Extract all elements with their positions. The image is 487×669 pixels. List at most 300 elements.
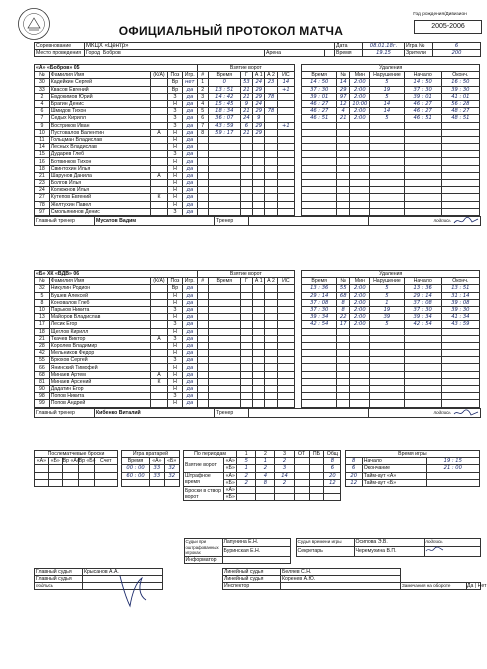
player-position: Н (168, 180, 183, 187)
penalty-violation (370, 180, 405, 187)
goal-time (208, 299, 240, 306)
player-position: Н (168, 172, 183, 179)
goal-scorer (240, 292, 252, 299)
goal-assist-2 (265, 86, 277, 93)
goal-scorer (240, 314, 252, 321)
goal-scorer: 6 (240, 122, 252, 129)
table-row (35, 364, 480, 371)
player-number: 13 (35, 314, 50, 321)
penalty-player (336, 151, 350, 158)
post-shots-col: Счет (94, 458, 117, 465)
col-header-p-viol: Нарушение (370, 72, 405, 79)
gk-a: 33 (149, 465, 164, 472)
penalty-time (302, 393, 337, 400)
coach-signature-icon (452, 409, 480, 417)
penalty-start: 37 : 08 (404, 299, 441, 306)
goal-scorer (240, 364, 252, 371)
player-ka (150, 208, 167, 215)
end: 21 : 00 (426, 465, 479, 472)
penalty-minutes: 2:00 (350, 79, 370, 86)
penalty-start (404, 172, 441, 179)
goal-assist-1 (253, 201, 265, 208)
player-number: 14 (35, 144, 50, 151)
penalty-end (441, 172, 479, 179)
player-name: Никулин Родион (49, 285, 150, 292)
player-name: Дадатин Егор (49, 386, 150, 393)
goal-time (208, 144, 240, 151)
arena (325, 50, 335, 57)
goal-assist-2 (265, 299, 277, 306)
col-header-is: ИС (277, 72, 294, 79)
player-played: да (182, 180, 197, 187)
pim-b-cell (309, 479, 324, 486)
goal-assist-1: 29 (253, 108, 265, 115)
penalty-minutes (350, 342, 370, 349)
start-label: Начало (362, 458, 426, 465)
player-played: да (182, 194, 197, 201)
table-row (35, 187, 480, 194)
penalty-violation (370, 151, 405, 158)
player-name: Попов Никита (49, 393, 150, 400)
penalty-player (336, 136, 350, 143)
player-number: 97 (35, 208, 50, 215)
player-number: 55 (35, 357, 50, 364)
goal-scorer: 9 (240, 100, 252, 107)
penalty-start (404, 400, 441, 407)
goal-assist-2 (265, 201, 277, 208)
penalty-time: 46 : 27 (302, 108, 337, 115)
goal-time (208, 285, 240, 292)
goal-scorer (240, 187, 252, 194)
goal-assist-1 (253, 165, 265, 172)
goal-situation (277, 364, 294, 371)
player-played: да (182, 371, 197, 378)
goal-scorer: 21 (240, 93, 252, 100)
goal-assist-1 (253, 144, 265, 151)
player-number: 98 (35, 393, 50, 400)
goal-time: 36 : 07 (208, 115, 240, 122)
penalty-start (404, 144, 441, 151)
table-row (35, 328, 480, 335)
col-header-p-end: Оконч. (441, 72, 479, 79)
penalty-violation (370, 122, 405, 129)
goal-scorer (240, 350, 252, 357)
penalty-minutes (350, 364, 370, 371)
notes-label: Замечания на обороте (401, 583, 467, 590)
player-ka (150, 201, 167, 208)
penalty-player (336, 364, 350, 371)
goal-situation (277, 314, 294, 321)
penalty-minutes (350, 335, 370, 342)
goal-number (197, 151, 208, 158)
table-row (35, 350, 480, 357)
player-ka: К (150, 194, 167, 201)
linesman-label: Линейный судья (223, 568, 281, 575)
penalty-minutes: 2:00 (350, 86, 370, 93)
penalty-player (336, 194, 350, 201)
goal-assist-1 (253, 299, 265, 306)
arena-label: Арена (265, 50, 325, 57)
goal-assist-2: 78 (265, 93, 277, 100)
player-number: 11 (35, 136, 50, 143)
goal-number (197, 306, 208, 313)
penalty-time (302, 136, 337, 143)
game-no: 6 (433, 43, 481, 50)
goal-assist-1 (253, 306, 265, 313)
penalty-start: 46 : 27 (404, 100, 441, 107)
pim-a-cell (309, 472, 324, 479)
goal-situation (277, 306, 294, 313)
goal-assist-1 (253, 187, 265, 194)
penalty-time (302, 208, 337, 215)
col-header-p-time: Время (302, 278, 337, 285)
goal-situation (277, 136, 294, 143)
goal-number (197, 321, 208, 328)
goal-assist-2 (265, 364, 277, 371)
team-a-coach-row (34, 216, 481, 226)
goal-time (208, 136, 240, 143)
goal-time (208, 208, 240, 215)
goal-situation (277, 100, 294, 107)
penalty-minutes: 2:00 (350, 292, 370, 299)
goal-number: 6 (197, 115, 208, 122)
player-ka (150, 93, 167, 100)
penalty-time: 42 : 54 (302, 321, 337, 328)
player-name: Минаев Артем (49, 371, 150, 378)
player-name: Шмидов Тихон (49, 108, 150, 115)
period-header: 2 (256, 451, 275, 458)
goal-situation (277, 299, 294, 306)
goals-a-cell: 8 (324, 458, 341, 465)
player-number: 2 (35, 93, 50, 100)
goal-scorer (240, 208, 252, 215)
gk-b: 32 (164, 472, 179, 479)
goal-assist-1 (253, 342, 265, 349)
goal-situation (277, 342, 294, 349)
penalty-player (336, 144, 350, 151)
penalty-minutes (350, 151, 370, 158)
penalty-start: 39 : 01 (404, 93, 441, 100)
goals-a-cell (294, 458, 309, 465)
goal-time: 43 : 59 (208, 122, 240, 129)
penalty-end: 56 : 28 (441, 100, 479, 107)
penalty-player (336, 357, 350, 364)
goal-time (208, 151, 240, 158)
player-name: Мельников Федор (49, 350, 150, 357)
summary-table: Послематчевые броски Игра вратарей По периодам 1 2 3 ОТ ПБ Общ Время игры «А» «Б» Вр «А» Вр «Б» Счет Время «А» «Б» Взятие ворот «А» 5 1 2 8 8 Начало 19 : 15 00 : 00 33 32 «Б» 1 2 3 6 6 Окончание 21 : 00 60 : 00 33 32 Штрафное время «А» 2 4 14 20 20 Тайм-аут «А» «Б» 2 8 2 12 12 Тайм-аут «Б» Броски в створ ворот «А» «Б» (34, 450, 480, 501)
penalty-start: 37 : 30 (404, 306, 441, 313)
col-header-p-time: Время (302, 72, 337, 79)
penalty-player: 4 (336, 108, 350, 115)
goal-assist-2 (265, 172, 277, 179)
col-header-g-time: Время (208, 72, 240, 79)
player-position: З (168, 122, 183, 129)
penalty-end (441, 378, 479, 385)
penalty-end (441, 371, 479, 378)
penalty-end (441, 201, 479, 208)
goal-situation: +1 (277, 122, 294, 129)
player-played: да (182, 292, 197, 299)
end-label: Окончание (362, 465, 426, 472)
goal-situation (277, 386, 294, 393)
penalty-time: 39 : 01 (302, 93, 337, 100)
goal-number (197, 158, 208, 165)
goal-assist-1 (253, 151, 265, 158)
player-ka (150, 151, 167, 158)
penalty-start (404, 371, 441, 378)
player-position: Н (168, 350, 183, 357)
team-b-label: «Б» (225, 494, 235, 501)
table-row (35, 371, 480, 378)
table-row (35, 158, 480, 165)
player-played: да (182, 93, 197, 100)
penalty-time (302, 364, 337, 371)
pim-b-cell: 12 (324, 479, 341, 486)
penalty-player: 17 (336, 321, 350, 328)
player-name: Кутепов Евгений (49, 194, 150, 201)
penalty-player (336, 400, 350, 407)
goals-a-cell: 2 (275, 458, 294, 465)
team-b-title: «Б» ХК «ВДВ» 06 (35, 271, 198, 278)
goal-scorer (240, 136, 252, 143)
penalty-time (302, 386, 337, 393)
goal-number (197, 285, 208, 292)
secretary-label: Секретарь (296, 546, 354, 556)
penalty-violation: 39 (370, 314, 405, 321)
goal-number (197, 172, 208, 179)
penalty-violation (370, 194, 405, 201)
player-number: 10 (35, 306, 50, 313)
goal-number (197, 371, 208, 378)
goal-assist-1: 24 (253, 79, 265, 86)
player-position: Н (168, 136, 183, 143)
goal-scorer: 21 (240, 86, 252, 93)
table-row (35, 208, 480, 215)
player-name: Янинский Тимофей (49, 364, 150, 371)
city-label: Город (86, 50, 101, 57)
goal-situation (277, 335, 294, 342)
player-played: да (182, 122, 197, 129)
player-name: Минаев Арсений (49, 378, 150, 385)
secretary-signature-icon (424, 546, 480, 556)
penalty-time (302, 201, 337, 208)
goal-situation (277, 378, 294, 385)
goal-time (208, 314, 240, 321)
goal-assist-1 (253, 136, 265, 143)
player-position: З (168, 306, 183, 313)
team-b-coach: Кибенко Виталий (95, 408, 215, 417)
goal-scorer (240, 144, 252, 151)
player-played: да (182, 393, 197, 400)
goal-assist-1: 9 (253, 115, 265, 122)
player-name: Попов Андрей (49, 400, 150, 407)
penalty-start (404, 342, 441, 349)
col-header-no: № (35, 278, 50, 285)
goal-scorer (240, 299, 252, 306)
penalty-violation (370, 165, 405, 172)
penalty-minutes (350, 122, 370, 129)
penalty-time (302, 400, 337, 407)
goals-b-cell (294, 465, 309, 472)
period-header: 1 (237, 451, 256, 458)
player-number: 66 (35, 364, 50, 371)
penalty-violation: 5 (370, 292, 405, 299)
player-name: Гольцман Владислав (49, 136, 150, 143)
player-played: да (182, 100, 197, 107)
penalty-time: 13 : 36 (302, 285, 337, 292)
penalty-minutes: 2:00 (350, 115, 370, 122)
player-name: Лесных Владислав (49, 144, 150, 151)
penalty-minutes (350, 129, 370, 136)
goals-b-cell: 3 (275, 465, 294, 472)
gk-title: Игра вратарей (122, 451, 179, 458)
penalty-start (404, 194, 441, 201)
goal-time (208, 386, 240, 393)
player-played: да (182, 386, 197, 393)
goal-time (208, 335, 240, 342)
penalty-time (302, 342, 337, 349)
penalty-violation: 19 (370, 306, 405, 313)
penalty-player: 8 (336, 306, 350, 313)
goal-assist-1: 29 (253, 86, 265, 93)
col-header-name: Фамилия Имя (49, 278, 150, 285)
player-position: Н (168, 100, 183, 107)
player-played: да (182, 86, 197, 93)
inspector-label: Инспектор (223, 583, 281, 590)
player-ka: К (150, 378, 167, 385)
player-number: 30 (35, 79, 50, 86)
goal-assist-1: 29 (253, 122, 265, 129)
team-a-table (34, 64, 480, 216)
penalty-minutes: 2:00 (350, 314, 370, 321)
goal-situation (277, 115, 294, 122)
video-judge: Осипова Э.В. (354, 539, 424, 547)
time: 19.15 (363, 50, 405, 57)
player-position: Вр (168, 79, 183, 86)
col-header-pos: Поз (168, 72, 183, 79)
goal-situation (277, 194, 294, 201)
goal-time: 0 (208, 79, 240, 86)
team-a-coach: Мусатов Вадим (95, 216, 215, 225)
col-header-p-min: Мин (350, 72, 370, 79)
penalty-end (441, 122, 479, 129)
player-position: З (168, 151, 183, 158)
player-ka (150, 187, 167, 194)
goal-situation (277, 328, 294, 335)
goal-assist-2 (265, 393, 277, 400)
goal-situation (277, 393, 294, 400)
pim-a-cell: 4 (256, 472, 275, 479)
goal-assist-2 (265, 292, 277, 299)
col-header-played: Игр. (182, 278, 197, 285)
penalty-violation (370, 172, 405, 179)
goal-assist-1 (253, 378, 265, 385)
time-label: Время (335, 50, 363, 57)
penalty-end (441, 328, 479, 335)
goal-scorer (240, 357, 252, 364)
yes-label: Да (467, 583, 474, 590)
player-name: Королев Владимир (49, 342, 150, 349)
goal-time (208, 306, 240, 313)
penalty-violation (370, 208, 405, 215)
player-played: да (182, 208, 197, 215)
player-played: да (182, 144, 197, 151)
player-name: Пустовалов Валентин (49, 129, 150, 136)
goal-time (208, 194, 240, 201)
goal-time: 59 : 17 (208, 129, 240, 136)
penalty-end (441, 194, 479, 201)
goal-scorer: 24 (240, 115, 252, 122)
post-shots-title: Послематчевые броски (35, 451, 118, 458)
goal-number (197, 314, 208, 321)
goal-time: 18 : 34 (208, 108, 240, 115)
player-played: да (182, 201, 197, 208)
penalty-violation (370, 386, 405, 393)
col-header-ka: (К/А) (150, 278, 167, 285)
player-position: Н (168, 165, 183, 172)
player-played: да (182, 165, 197, 172)
secretary: Черемухина В.П. (354, 546, 424, 556)
goal-situation (277, 321, 294, 328)
period-header: 3 (275, 451, 294, 458)
player-number: 23 (35, 180, 50, 187)
goal-assist-1 (253, 314, 265, 321)
player-ka (150, 393, 167, 400)
penalty-time (302, 158, 337, 165)
player-name: Шарунов Данила (49, 172, 150, 179)
penalty-time (302, 371, 337, 378)
team-a-section (34, 64, 480, 226)
player-ka (150, 100, 167, 107)
penalty-minutes (350, 386, 370, 393)
penalty-end: 39 : 30 (441, 306, 479, 313)
spectators-label: Зрители (405, 50, 433, 57)
player-ka (150, 321, 167, 328)
table-row (35, 144, 480, 151)
penalty-end: 43 : 59 (441, 321, 479, 328)
table-row (35, 194, 480, 201)
team-b-section (34, 270, 480, 418)
player-ka (150, 285, 167, 292)
goal-situation (277, 151, 294, 158)
player-played: да (182, 364, 197, 371)
table-row (35, 100, 480, 107)
table-row (35, 306, 480, 313)
goal-situation (277, 357, 294, 364)
penalty-end: 31 : 14 (441, 292, 479, 299)
post-shots-col: «Б» (48, 458, 62, 465)
player-number: 6 (35, 108, 50, 115)
start-hw: 8 (345, 458, 362, 465)
game-time-label: Время игры (345, 451, 479, 458)
table-row (35, 386, 480, 393)
col-header-a1: А 1 (253, 72, 265, 79)
penalty-time (302, 350, 337, 357)
penalty-violation (370, 335, 405, 342)
col-header-no: № (35, 72, 50, 79)
goal-assist-2 (265, 371, 277, 378)
player-played: да (182, 299, 197, 306)
player-name: Брюхов Сергей (49, 357, 150, 364)
col-header-goal-no: # (197, 278, 208, 285)
penalty-end (441, 364, 479, 371)
table-row (35, 299, 480, 306)
player-played: да (182, 328, 197, 335)
goal-assist-1 (253, 321, 265, 328)
gk-col: «А» (149, 458, 164, 465)
linesman-label: Линейный судья (223, 575, 281, 582)
penalty-player (336, 350, 350, 357)
